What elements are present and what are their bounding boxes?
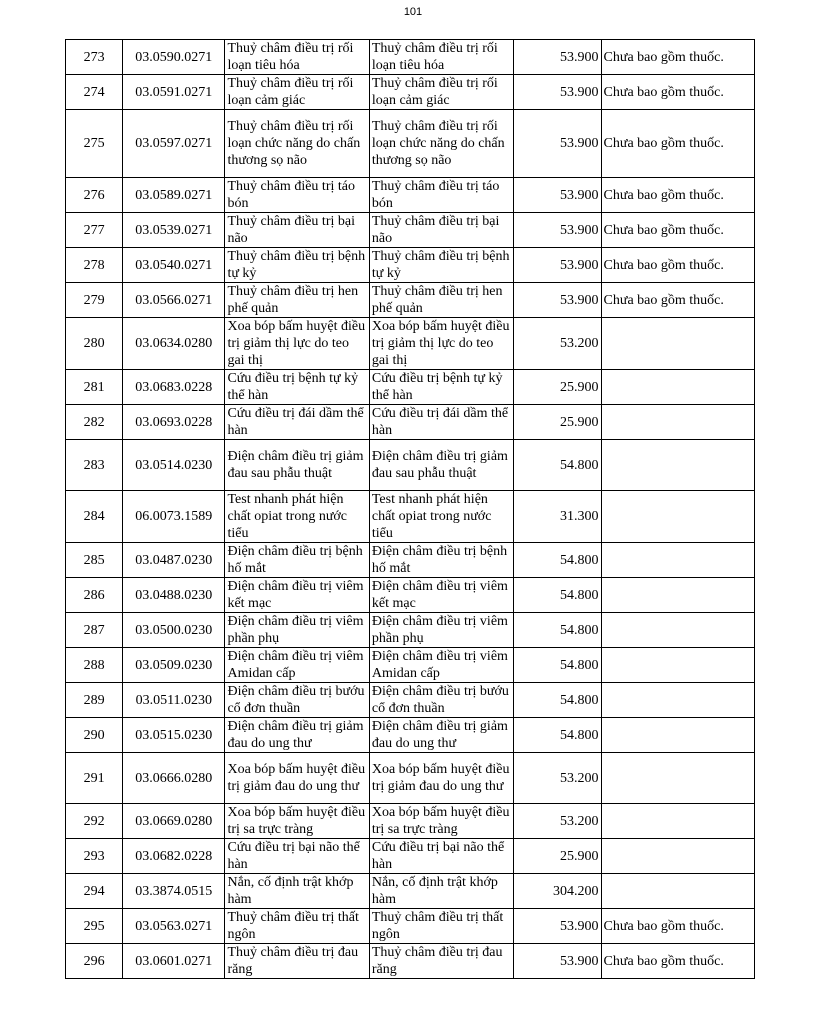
table-row — [66, 283, 755, 318]
note — [601, 491, 754, 543]
service-name: Điện châm điều trị viêm phần phụ — [225, 613, 369, 648]
row-number: 293 — [66, 839, 123, 874]
service-name: Thuỷ châm điều trị rối loạn cảm giác — [225, 75, 369, 110]
table-row — [66, 213, 755, 248]
note — [601, 718, 754, 753]
row-number: 292 — [66, 804, 123, 839]
note: Chưa bao gồm thuốc. — [601, 178, 754, 213]
service-name-approved: Nắn, cố định trật khớp hàm — [369, 874, 513, 909]
service-name: Thuỷ châm điều trị thất ngôn — [225, 909, 369, 944]
service-name: Thuỷ châm điều trị bại não — [225, 213, 369, 248]
price: 53.900 — [514, 178, 601, 213]
note: Chưa bao gồm thuốc. — [601, 909, 754, 944]
service-name: Xoa bóp bấm huyệt điều trị giảm đau do ung thư — [225, 753, 369, 804]
table-row — [66, 75, 755, 110]
service-code: 03.0539.0271 — [123, 213, 225, 248]
service-name-approved: Điện châm điều trị viêm phần phụ — [369, 613, 513, 648]
table-row — [66, 804, 755, 839]
service-name: Thuỷ châm điều trị rối loạn tiêu hóa — [225, 40, 369, 75]
row-number: 283 — [66, 440, 123, 491]
service-code: 03.0488.0230 — [123, 578, 225, 613]
note: Chưa bao gồm thuốc. — [601, 110, 754, 178]
service-code: 03.0666.0280 — [123, 753, 225, 804]
price: 53.200 — [514, 318, 601, 370]
table-row — [66, 40, 755, 75]
row-number: 278 — [66, 248, 123, 283]
note: Chưa bao gồm thuốc. — [601, 944, 754, 979]
service-name-approved: Thuỷ châm điều trị đau răng — [369, 944, 513, 979]
price: 54.800 — [514, 578, 601, 613]
row-number: 280 — [66, 318, 123, 370]
service-code: 03.0515.0230 — [123, 718, 225, 753]
price: 54.800 — [514, 543, 601, 578]
service-code: 03.0590.0271 — [123, 40, 225, 75]
service-code: 03.0563.0271 — [123, 909, 225, 944]
price: 53.900 — [514, 110, 601, 178]
price: 53.900 — [514, 213, 601, 248]
price: 31.300 — [514, 491, 601, 543]
note — [601, 543, 754, 578]
service-code: 03.0683.0228 — [123, 370, 225, 405]
table-row — [66, 874, 755, 909]
service-name-approved: Xoa bóp bấm huyệt điều trị giảm đau do ung thư — [369, 753, 513, 804]
note — [601, 318, 754, 370]
service-name: Cứu điều trị bại não thể hàn — [225, 839, 369, 874]
table-row — [66, 491, 755, 543]
service-code: 03.0591.0271 — [123, 75, 225, 110]
row-number: 288 — [66, 648, 123, 683]
service-code: 03.0514.0230 — [123, 440, 225, 491]
price: 53.900 — [514, 40, 601, 75]
table-row — [66, 578, 755, 613]
service-name: Thuỷ châm điều trị đau răng — [225, 944, 369, 979]
service-name: Thuỷ châm điều trị hen phế quản — [225, 283, 369, 318]
table-row — [66, 318, 755, 370]
service-name: Cứu điều trị đái dầm thể hàn — [225, 405, 369, 440]
note — [601, 613, 754, 648]
service-name: Thuỷ châm điều trị rối loạn chức năng do chấn thương sọ não — [225, 110, 369, 178]
row-number: 290 — [66, 718, 123, 753]
price: 25.900 — [514, 839, 601, 874]
note: Chưa bao gồm thuốc. — [601, 75, 754, 110]
note: Chưa bao gồm thuốc. — [601, 40, 754, 75]
note: Chưa bao gồm thuốc. — [601, 248, 754, 283]
table-row — [66, 909, 755, 944]
service-code: 03.0589.0271 — [123, 178, 225, 213]
table-row — [66, 753, 755, 804]
service-name-approved: Điện châm điều trị giảm đau sau phẫu thuật — [369, 440, 513, 491]
row-number: 285 — [66, 543, 123, 578]
table-row — [66, 110, 755, 178]
service-code: 03.0693.0228 — [123, 405, 225, 440]
row-number: 295 — [66, 909, 123, 944]
note — [601, 370, 754, 405]
service-code: 03.0566.0271 — [123, 283, 225, 318]
service-name-approved: Thuỷ châm điều trị hen phế quản — [369, 283, 513, 318]
service-name: Nắn, cố định trật khớp hàm — [225, 874, 369, 909]
table-row — [66, 178, 755, 213]
service-name: Xoa bóp bấm huyệt điều trị sa trực tràng — [225, 804, 369, 839]
service-name-approved: Thuỷ châm điều trị rối loạn tiêu hóa — [369, 40, 513, 75]
note: Chưa bao gồm thuốc. — [601, 283, 754, 318]
service-code: 03.3874.0515 — [123, 874, 225, 909]
service-name-approved: Test nhanh phát hiện chất opiat trong nước tiểu — [369, 491, 513, 543]
row-number: 289 — [66, 683, 123, 718]
price: 53.900 — [514, 283, 601, 318]
service-name: Điện châm điều trị viêm kết mạc — [225, 578, 369, 613]
table-row — [66, 718, 755, 753]
service-code: 06.0073.1589 — [123, 491, 225, 543]
price: 53.200 — [514, 804, 601, 839]
note — [601, 578, 754, 613]
service-name-approved: Điện châm điều trị viêm Amidan cấp — [369, 648, 513, 683]
service-code: 03.0597.0271 — [123, 110, 225, 178]
note — [601, 683, 754, 718]
row-number: 275 — [66, 110, 123, 178]
price: 53.900 — [514, 944, 601, 979]
price: 54.800 — [514, 683, 601, 718]
row-number: 273 — [66, 40, 123, 75]
row-number: 274 — [66, 75, 123, 110]
service-name-approved: Thuỷ châm điều trị rối loạn cảm giác — [369, 75, 513, 110]
service-code: 03.0540.0271 — [123, 248, 225, 283]
service-code: 03.0500.0230 — [123, 613, 225, 648]
row-number: 282 — [66, 405, 123, 440]
service-name: Điện châm điều trị viêm Amidan cấp — [225, 648, 369, 683]
note — [601, 405, 754, 440]
service-name-approved: Điện châm điều trị viêm kết mạc — [369, 578, 513, 613]
row-number: 296 — [66, 944, 123, 979]
row-number: 287 — [66, 613, 123, 648]
service-name-approved: Thuỷ châm điều trị rối loạn chức năng do chấn thương sọ não — [369, 110, 513, 178]
note — [601, 648, 754, 683]
row-number: 276 — [66, 178, 123, 213]
note — [601, 874, 754, 909]
row-number: 291 — [66, 753, 123, 804]
service-name: Thuỷ châm điều trị táo bón — [225, 178, 369, 213]
service-name: Điện châm điều trị giảm đau do ung thư — [225, 718, 369, 753]
service-name: Điện châm điều trị bệnh hố mắt — [225, 543, 369, 578]
table-row — [66, 543, 755, 578]
price: 25.900 — [514, 370, 601, 405]
table-row — [66, 440, 755, 491]
service-code: 03.0487.0230 — [123, 543, 225, 578]
price: 53.900 — [514, 248, 601, 283]
service-name: Điện châm điều trị bướu cổ đơn thuần — [225, 683, 369, 718]
note — [601, 753, 754, 804]
service-name-approved: Cứu điều trị bại não thể hàn — [369, 839, 513, 874]
note — [601, 839, 754, 874]
table-row — [66, 648, 755, 683]
service-name-approved: Thuỷ châm điều trị bại não — [369, 213, 513, 248]
row-number: 277 — [66, 213, 123, 248]
price: 53.200 — [514, 753, 601, 804]
service-code: 03.0682.0228 — [123, 839, 225, 874]
row-number: 281 — [66, 370, 123, 405]
row-number: 286 — [66, 578, 123, 613]
table-row — [66, 370, 755, 405]
table-row — [66, 944, 755, 979]
table-row — [66, 613, 755, 648]
row-number: 284 — [66, 491, 123, 543]
service-name: Điện châm điều trị giảm đau sau phẫu thuật — [225, 440, 369, 491]
service-name-approved: Điện châm điều trị giảm đau do ung thư — [369, 718, 513, 753]
price: 53.900 — [514, 75, 601, 110]
service-name-approved: Cứu điều trị đái dầm thể hàn — [369, 405, 513, 440]
table-row — [66, 839, 755, 874]
service-name: Test nhanh phát hiện chất opiat trong nước tiểu — [225, 491, 369, 543]
service-code: 03.0601.0271 — [123, 944, 225, 979]
note — [601, 804, 754, 839]
note — [601, 440, 754, 491]
price: 54.800 — [514, 718, 601, 753]
service-name-approved: Điện châm điều trị bướu cổ đơn thuần — [369, 683, 513, 718]
service-name: Thuỷ châm điều trị bệnh tự kỷ — [225, 248, 369, 283]
price: 304.200 — [514, 874, 601, 909]
service-name-approved: Thuỷ châm điều trị thất ngôn — [369, 909, 513, 944]
row-number: 294 — [66, 874, 123, 909]
service-name-approved: Thuỷ châm điều trị táo bón — [369, 178, 513, 213]
service-name-approved: Xoa bóp bấm huyệt điều trị sa trực tràng — [369, 804, 513, 839]
service-name-approved: Cứu điều trị bệnh tự kỷ thể hàn — [369, 370, 513, 405]
service-name-approved: Xoa bóp bấm huyệt điều trị giảm thị lực do teo gai thị — [369, 318, 513, 370]
service-code: 03.0511.0230 — [123, 683, 225, 718]
price: 54.800 — [514, 440, 601, 491]
price: 25.900 — [514, 405, 601, 440]
price: 53.900 — [514, 909, 601, 944]
table-row — [66, 683, 755, 718]
table-row — [66, 405, 755, 440]
note: Chưa bao gồm thuốc. — [601, 213, 754, 248]
table-row — [66, 248, 755, 283]
service-name: Cứu điều trị bệnh tự kỷ thể hàn — [225, 370, 369, 405]
price: 54.800 — [514, 613, 601, 648]
service-name-approved: Điện châm điều trị bệnh hố mắt — [369, 543, 513, 578]
row-number: 279 — [66, 283, 123, 318]
service-code: 03.0669.0280 — [123, 804, 225, 839]
price-table — [65, 39, 755, 979]
service-name-approved: Thuỷ châm điều trị bệnh tự kỷ — [369, 248, 513, 283]
page-number: 101 — [403, 6, 423, 18]
service-code: 03.0634.0280 — [123, 318, 225, 370]
price: 54.800 — [514, 648, 601, 683]
service-code: 03.0509.0230 — [123, 648, 225, 683]
service-name: Xoa bóp bấm huyệt điều trị giảm thị lực do teo gai thị — [225, 318, 369, 370]
